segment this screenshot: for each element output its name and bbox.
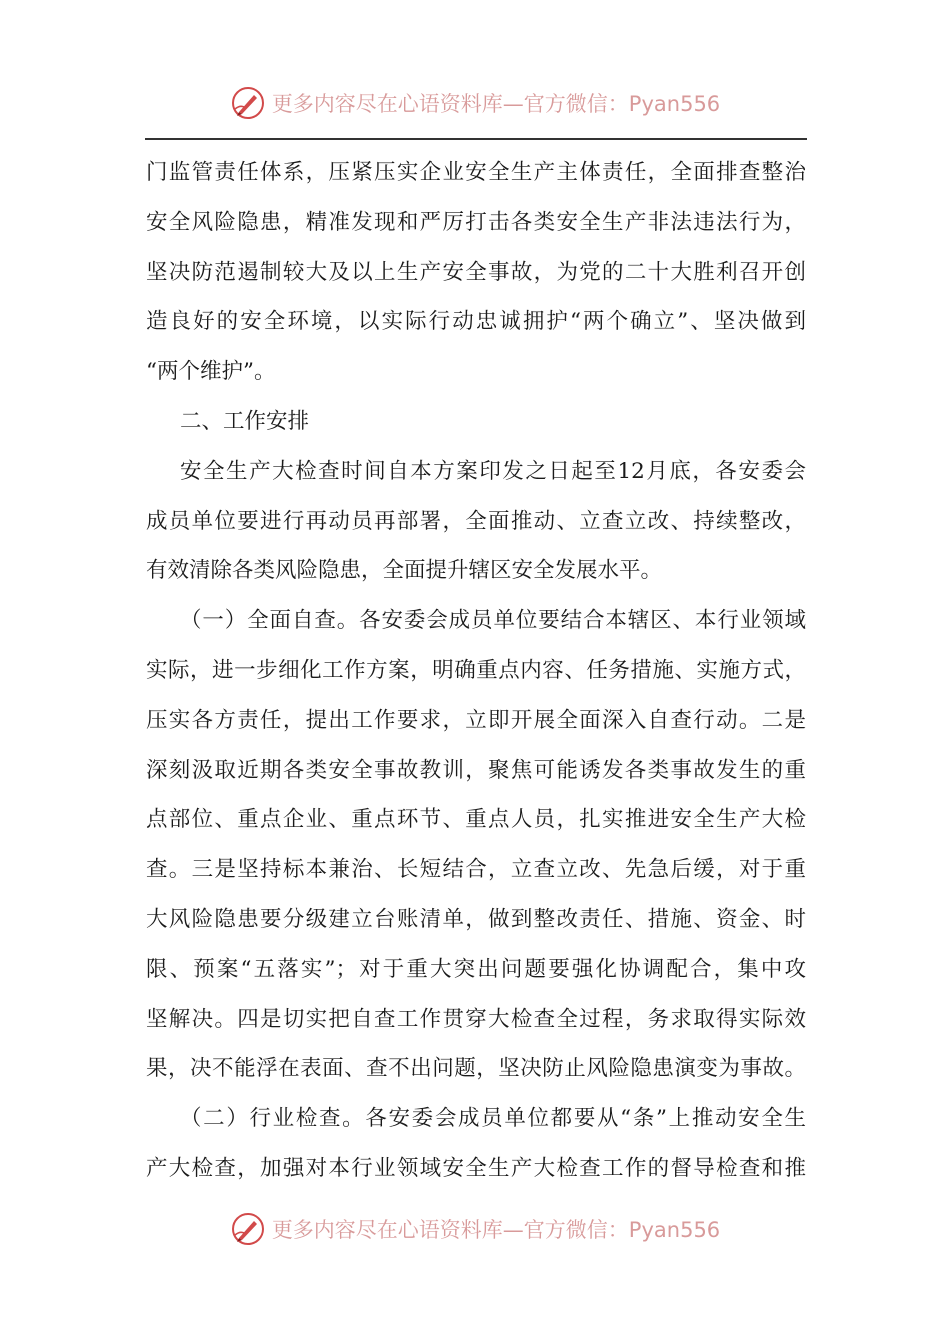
body-line: 实际，进一步细化工作方案，明确重点内容、任务措施、实施方式， (146, 657, 806, 683)
body-line: （二）行业检查。各安委会成员单位都要从“条”上推动安全生 (180, 1106, 806, 1132)
body-line: 安全生产大检查时间自本方案印发之日起至12月底，各安委会 (180, 458, 806, 484)
body-line: 深刻汲取近期各类安全事故教训，聚焦可能诱发各类事故发生的重 (146, 757, 806, 783)
section-heading: 二、工作安排 (180, 408, 310, 434)
body-line: “两个维护”。 (146, 359, 276, 385)
body-line: 点部位、重点企业、重点环节、重点人员，扎实推进安全生产大检 (146, 807, 806, 833)
body-line: 安全风险隐患，精准发现和严厉打击各类安全生产非法违法行为， (146, 209, 806, 235)
pen-logo-icon (230, 85, 266, 121)
body-line: （一）全面自查。各安委会成员单位要结合本辖区、本行业领域 (180, 608, 806, 634)
footer-watermark (0, 1207, 950, 1251)
body-line: 坚决防范遏制较大及以上生产安全事故，为党的二十大胜利召开创 (146, 259, 806, 285)
body-line: 果，决不能浮在表面、查不出问题，坚决防止风险隐患演变为事故。 (146, 1056, 806, 1082)
watermark-text: 更多内容尽在心语资料库—官方微信：Pyan556 (271, 92, 721, 116)
watermark-text: 更多内容尽在心语资料库—官方微信：Pyan556 (271, 1218, 721, 1242)
body-line: 产大检查，加强对本行业领域安全生产大检查工作的督导检查和推 (146, 1155, 806, 1181)
body-line: 坚解决。四是切实把自查工作贯穿大检查全过程，务求取得实际效 (146, 1006, 806, 1032)
body-line: 成员单位要进行再动员再部署，全面推动、立查立改、持续整改， (146, 508, 806, 534)
pen-logo-icon (230, 1211, 266, 1247)
body-line: 大风险隐患要分级建立台账清单，做到整改责任、措施、资金、时 (146, 906, 806, 932)
body-line: 查。三是坚持标本兼治、长短结合，立查立改、先急后缓，对于重 (146, 857, 806, 883)
body-line: 门监管责任体系，压紧压实企业安全生产主体责任，全面排查整治 (146, 160, 806, 185)
header-watermark (0, 81, 950, 125)
header-divider (145, 138, 807, 140)
body-line: 压实各方责任，提出工作要求，立即开展全面深入自查行动。二是 (146, 707, 806, 733)
body-line: 有效清除各类风险隐患，全面提升辖区安全发展水平。 (146, 558, 663, 584)
body-line: 造良好的安全环境，以实际行动忠诚拥护“两个确立”、坚决做到 (146, 309, 806, 335)
document-body (146, 148, 806, 1194)
body-line: 限、预案“五落实”；对于重大突出问题要强化协调配合，集中攻 (146, 956, 806, 982)
